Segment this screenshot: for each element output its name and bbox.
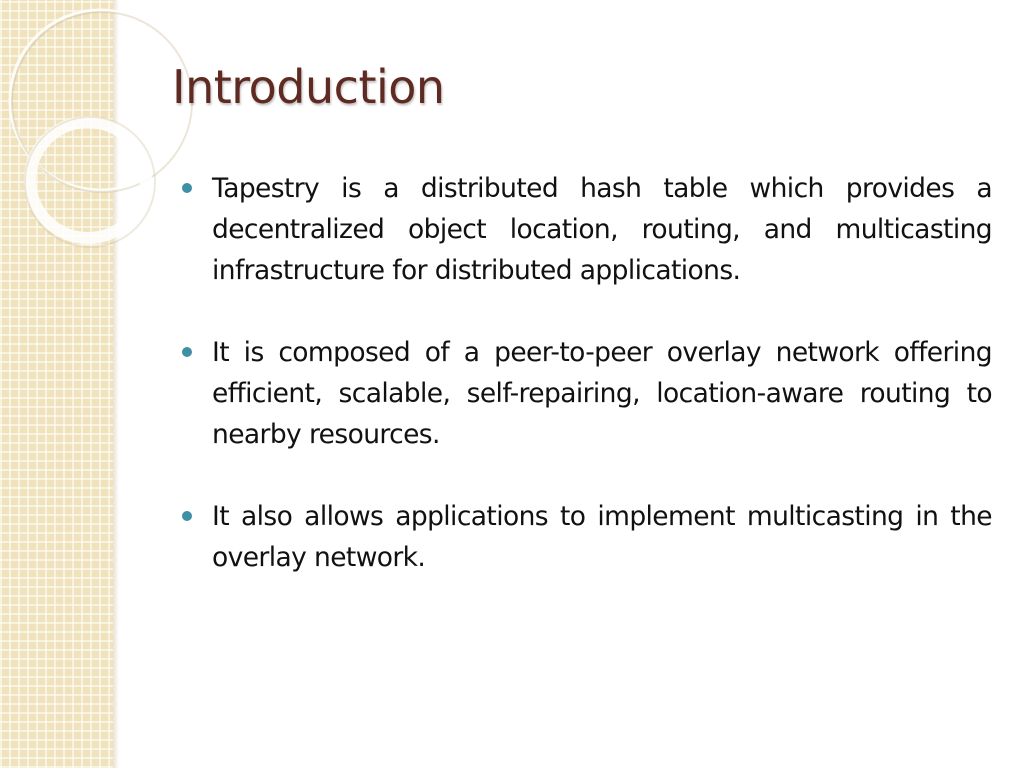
bullet-item xyxy=(180,496,992,578)
bullet-list xyxy=(180,168,992,578)
slide-title: Introduction xyxy=(172,60,445,114)
small-ring xyxy=(30,122,146,238)
bullet-dot-icon xyxy=(182,183,192,193)
bullet-item xyxy=(180,168,992,291)
large-ring-shadow xyxy=(12,12,192,192)
bullet-text: It is composed of a peer-to-peer overlay network offering efficient, scalable, self-repairing, location-aware routing to nearby resources. xyxy=(212,337,992,450)
bullet-dot-icon xyxy=(182,511,192,521)
bullet-dot-icon xyxy=(182,347,192,357)
bullet-item xyxy=(180,332,992,455)
decorative-circles xyxy=(0,0,200,300)
bullet-text: It also allows applications to implement multicasting in the overlay network. xyxy=(212,501,992,573)
bullet-text: Tapestry is a distributed hash table which provides a decentralized object location, routing, and multicasting infrastructure for distributed applications. xyxy=(212,173,992,286)
